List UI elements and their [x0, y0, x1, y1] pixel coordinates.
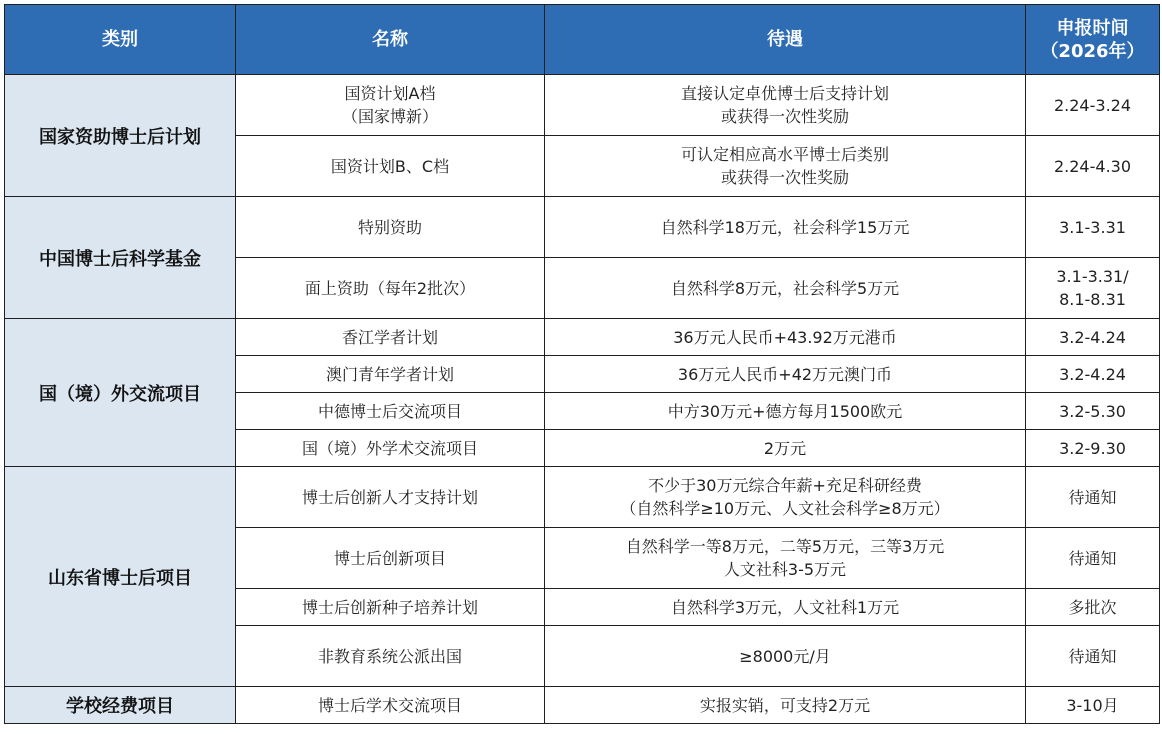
table-row: [5, 687, 1160, 724]
name-line: 中德博士后交流项目: [317, 401, 462, 421]
apply-time-line: 2.24-3.24: [1053, 95, 1132, 115]
benefit-cell: [545, 430, 1026, 467]
name-cell: [236, 528, 545, 589]
apply-time-cell: [1026, 75, 1160, 136]
apply-time-cell: [1026, 258, 1160, 319]
name-line: 博士后创新种子培养计划: [301, 597, 478, 617]
apply-time-cell: [1026, 467, 1160, 528]
table-row: [5, 467, 1160, 528]
name-line: 国资计划A档: [344, 84, 436, 103]
benefit-cell: [545, 626, 1026, 687]
apply-time-line: 待通知: [1068, 646, 1117, 666]
apply-time-line: 3.2-9.30: [1059, 438, 1126, 458]
header-apply-time-line2: （2026年）: [1040, 40, 1145, 62]
apply-time-cell: [1026, 626, 1160, 687]
benefit-line: 自然科学一等8万元，二等5万元，三等3万元: [625, 537, 945, 556]
benefit-line: 人文社科3-5万元: [723, 560, 847, 579]
benefit-cell: [545, 197, 1026, 258]
apply-time-line: 3.1-3.31/: [1056, 267, 1129, 286]
header-category: 类别: [5, 5, 236, 75]
benefit-cell: [545, 258, 1026, 319]
apply-time-cell: [1026, 356, 1160, 393]
apply-time-cell: [1026, 136, 1160, 197]
benefit-line: 自然科学18万元，社会科学15万元: [660, 217, 910, 237]
benefit-cell: [545, 75, 1026, 136]
apply-time-cell: [1026, 589, 1160, 626]
benefit-cell: [545, 356, 1026, 393]
name-cell: [236, 626, 545, 687]
header-row: [5, 5, 1160, 75]
apply-time-line: 待通知: [1068, 548, 1117, 568]
benefit-line: 36万元人民币+43.92万元港币: [673, 327, 897, 347]
benefit-cell: [545, 393, 1026, 430]
table-body: [5, 75, 1160, 724]
name-cell: [236, 393, 545, 430]
benefit-cell: [545, 467, 1026, 528]
category-cell: 学校经费项目: [5, 687, 236, 724]
category-cell: 山东省博士后项目: [5, 467, 236, 687]
apply-time-line: 2.24-4.30: [1053, 156, 1132, 176]
header-benefit: 待遇: [545, 5, 1026, 75]
benefit-line: 2万元: [763, 438, 807, 458]
table-row: [5, 75, 1160, 136]
benefit-line: 可认定相应高水平博士后类别: [680, 145, 889, 164]
apply-time-cell: [1026, 319, 1160, 356]
table-row: [5, 319, 1160, 356]
name-line: 博士后创新项目: [333, 548, 446, 568]
name-cell: [236, 467, 545, 528]
name-cell: [236, 589, 545, 626]
category-cell: 国（境）外交流项目: [5, 319, 236, 467]
benefit-line: 36万元人民币+42万元澳门币: [677, 364, 893, 384]
name-cell: [236, 75, 545, 136]
postdoc-funding-table: [4, 4, 1160, 724]
apply-time-cell: [1026, 528, 1160, 589]
benefit-line: 自然科学3万元，人文社科1万元: [670, 597, 900, 617]
apply-time-line: 3.2-5.30: [1059, 401, 1126, 421]
benefit-cell: [545, 319, 1026, 356]
benefit-line: 或获得一次性奖励: [720, 168, 849, 187]
name-line: 非教育系统公派出国: [317, 646, 462, 666]
name-cell: [236, 258, 545, 319]
header-apply-time: [1026, 5, 1160, 75]
name-cell: [236, 197, 545, 258]
name-cell: [236, 136, 545, 197]
benefit-line: （自然科学≥10万元、人文社会科学≥8万元）: [620, 499, 950, 518]
apply-time-line: 8.1-8.31: [1059, 290, 1126, 309]
apply-time-cell: [1026, 197, 1160, 258]
name-cell: [236, 687, 545, 724]
apply-time-line: 待通知: [1068, 487, 1117, 507]
benefit-cell: [545, 589, 1026, 626]
name-line: 国资计划B、C档: [330, 156, 450, 176]
name-cell: [236, 430, 545, 467]
apply-time-line: 3.2-4.24: [1059, 364, 1126, 384]
name-line: 特别资助: [357, 217, 422, 237]
apply-time-line: 3.1-3.31: [1059, 217, 1126, 237]
name-line: （国家博新）: [341, 107, 438, 126]
benefit-line: 自然科学8万元，社会科学5万元: [670, 278, 900, 298]
benefit-line: 中方30万元+德方每月1500欧元: [667, 401, 903, 421]
header-apply-time-line1: 申报时间: [1056, 17, 1129, 39]
benefit-line: 实报实销，可支持2万元: [699, 695, 871, 715]
benefit-cell: [545, 687, 1026, 724]
name-line: 面上资助（每年2批次）: [304, 278, 476, 298]
benefit-line: 或获得一次性奖励: [720, 107, 849, 126]
apply-time-line: 3-10月: [1066, 695, 1119, 715]
name-cell: [236, 319, 545, 356]
table-row: [5, 197, 1160, 258]
benefit-cell: [545, 528, 1026, 589]
name-line: 国（境）外学术交流项目: [301, 438, 478, 458]
name-line: 博士后创新人才支持计划: [301, 487, 478, 507]
header-name: 名称: [236, 5, 545, 75]
apply-time-line: 3.2-4.24: [1059, 327, 1126, 347]
name-line: 香江学者计划: [341, 327, 438, 347]
benefit-line: 直接认定卓优博士后支持计划: [680, 84, 889, 103]
benefit-line: ≥8000元/月: [739, 646, 831, 666]
apply-time-cell: [1026, 393, 1160, 430]
apply-time-line: 多批次: [1068, 597, 1117, 617]
apply-time-cell: [1026, 687, 1160, 724]
category-cell: 国家资助博士后计划: [5, 75, 236, 197]
name-line: 博士后学术交流项目: [317, 695, 462, 715]
name-line: 澳门青年学者计划: [325, 364, 454, 384]
category-cell: 中国博士后科学基金: [5, 197, 236, 319]
benefit-line: 不少于30万元综合年薪+充足科研经费: [648, 476, 922, 495]
name-cell: [236, 356, 545, 393]
apply-time-cell: [1026, 430, 1160, 467]
benefit-cell: [545, 136, 1026, 197]
